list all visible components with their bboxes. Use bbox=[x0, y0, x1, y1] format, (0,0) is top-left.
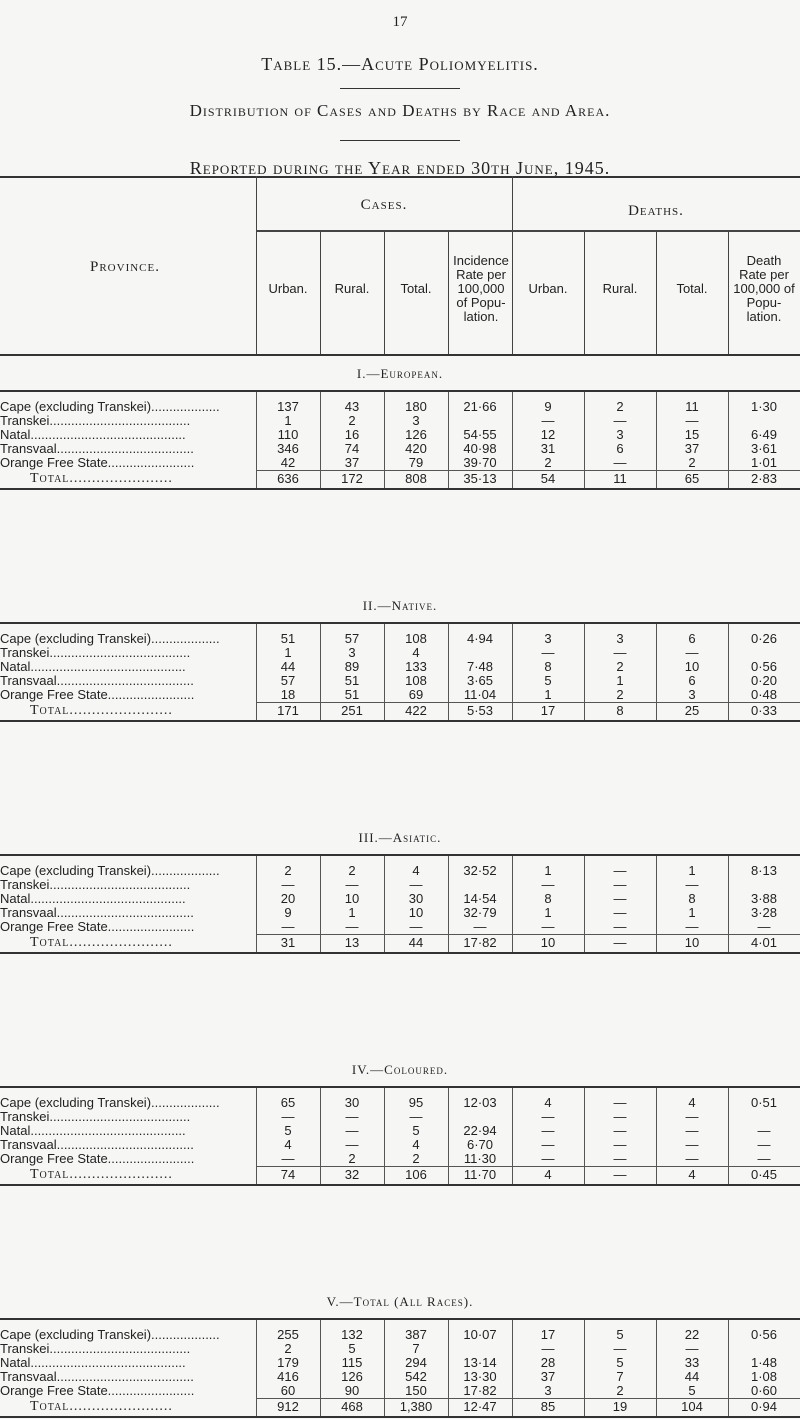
table-cell: — bbox=[541, 413, 555, 428]
total-cell: 74 bbox=[280, 1167, 296, 1182]
table-cell: 3·65 bbox=[466, 673, 494, 688]
table-cell: — bbox=[757, 1137, 771, 1152]
table-cell: 3·88 bbox=[750, 891, 778, 906]
table-cell: 40·98 bbox=[463, 441, 497, 456]
header-total: Total. bbox=[400, 281, 432, 296]
table-cell: 255 bbox=[277, 1327, 299, 1342]
section-title: V.—Total (All Races). bbox=[326, 1294, 474, 1309]
table-cell: 10 bbox=[684, 659, 700, 674]
header-deaths: Deaths. bbox=[628, 203, 684, 219]
table-cell: — bbox=[685, 645, 699, 660]
province-name: Orange Free State........................ bbox=[0, 688, 195, 702]
table-cell: 0·26 bbox=[750, 631, 778, 646]
total-cell: 17·82 bbox=[463, 935, 497, 950]
province-name: Transkei....................................... bbox=[0, 646, 191, 660]
total-cell: 12·47 bbox=[463, 1399, 497, 1414]
table-cell: 30 bbox=[344, 1095, 360, 1110]
province-name: Transkei....................................... bbox=[0, 878, 191, 892]
table-cell: 5 bbox=[616, 1355, 624, 1370]
table-cell: 133 bbox=[405, 659, 427, 674]
table-cell: — bbox=[473, 919, 487, 934]
table-cell: 6 bbox=[616, 441, 624, 456]
table-cell: 137 bbox=[277, 399, 299, 414]
table-cell: 5 bbox=[348, 1341, 356, 1356]
table-cell: — bbox=[541, 1123, 555, 1138]
table-cell: 2 bbox=[348, 1151, 356, 1166]
table-cell: 65 bbox=[280, 1095, 296, 1110]
table-cell: 60 bbox=[280, 1383, 296, 1398]
section-title: III.—Asiatic. bbox=[358, 830, 442, 845]
section-table bbox=[0, 622, 800, 722]
table-cell: 1 bbox=[544, 905, 552, 920]
table-cell: 90 bbox=[344, 1383, 360, 1398]
table-cell: 6·70 bbox=[466, 1137, 494, 1152]
table-cell: 0·51 bbox=[750, 1095, 778, 1110]
table-cell: 8 bbox=[544, 891, 552, 906]
table-cell: 42 bbox=[280, 455, 296, 470]
table-cell: 7·48 bbox=[466, 659, 494, 674]
table-cell: 20 bbox=[280, 891, 296, 906]
table-cell: 3 bbox=[412, 413, 420, 428]
table-cell: 37 bbox=[344, 455, 360, 470]
table-cell: — bbox=[613, 1109, 627, 1124]
header-deaths-rural: Rural. bbox=[602, 281, 638, 296]
total-cell: 10 bbox=[684, 935, 700, 950]
total-cell: 31 bbox=[280, 935, 296, 950]
table-cell: 108 bbox=[405, 673, 427, 688]
table-cell: 17 bbox=[540, 1327, 556, 1342]
table-cell: 12 bbox=[540, 427, 556, 442]
province-name: Transvaal...................................... bbox=[0, 906, 194, 920]
table-cell: — bbox=[685, 1341, 699, 1356]
total-cell: 4 bbox=[688, 1167, 696, 1182]
table-cell: — bbox=[685, 1151, 699, 1166]
table-cell: 108 bbox=[405, 631, 427, 646]
table-cell: 2 bbox=[348, 863, 356, 878]
table-cell: 3·28 bbox=[750, 905, 778, 920]
table-cell: 387 bbox=[405, 1327, 427, 1342]
table-cell: 28 bbox=[540, 1355, 556, 1370]
table-cell: — bbox=[613, 1123, 627, 1138]
table-cell: 4·94 bbox=[466, 631, 494, 646]
table-cell: 1·48 bbox=[750, 1355, 778, 1370]
table-cell: — bbox=[685, 413, 699, 428]
total-cell: 0·33 bbox=[750, 703, 778, 718]
total-cell: 11 bbox=[613, 471, 627, 486]
table-cell: — bbox=[613, 877, 627, 892]
table-cell: 2 bbox=[616, 1383, 624, 1398]
table-cell: 5 bbox=[544, 673, 552, 688]
table-cell: 150 bbox=[405, 1383, 427, 1398]
table-cell: — bbox=[757, 1123, 771, 1138]
table-cell: 110 bbox=[277, 427, 299, 442]
province-name: Orange Free State........................ bbox=[0, 1152, 195, 1166]
total-cell: 5·53 bbox=[466, 703, 494, 718]
table-cell: 2 bbox=[616, 659, 624, 674]
province-name: Cape (excluding Transkei)................... bbox=[0, 1096, 220, 1110]
header-rural: Rural. bbox=[334, 281, 370, 296]
table-cell: — bbox=[281, 877, 295, 892]
table-cell: — bbox=[613, 905, 627, 920]
table-cell: 2 bbox=[616, 399, 624, 414]
table-cell: — bbox=[345, 919, 359, 934]
table-cell: — bbox=[685, 1137, 699, 1152]
table-cell: — bbox=[613, 863, 627, 878]
total-cell: 25 bbox=[684, 703, 700, 718]
total-cell: 17 bbox=[540, 703, 556, 718]
province-name: Natal........................................... bbox=[0, 660, 186, 674]
table-cell: — bbox=[345, 1137, 359, 1152]
table-cell: — bbox=[345, 1123, 359, 1138]
total-cell: 65 bbox=[684, 471, 700, 486]
table-cell: — bbox=[613, 645, 627, 660]
table-cell: 32·79 bbox=[463, 905, 497, 920]
section-table bbox=[0, 854, 800, 954]
table-cell: 33 bbox=[684, 1355, 700, 1370]
section-table bbox=[0, 1086, 800, 1186]
table-cell: 10·07 bbox=[463, 1327, 497, 1342]
divider bbox=[340, 140, 460, 141]
table-cell: 5 bbox=[688, 1383, 696, 1398]
table-cell: 346 bbox=[277, 441, 299, 456]
table-cell: 8·13 bbox=[750, 863, 778, 878]
total-cell: 422 bbox=[405, 703, 427, 718]
subtitle: Distribution of Cases and Deaths by Race and Area. bbox=[189, 101, 611, 120]
table-cell: 126 bbox=[405, 427, 427, 442]
table-cell: 4 bbox=[412, 1137, 420, 1152]
table-cell: 3·61 bbox=[750, 441, 778, 456]
table-cell: 13·30 bbox=[463, 1369, 497, 1384]
table-cell: — bbox=[541, 1151, 555, 1166]
total-label: Total....................... bbox=[30, 471, 173, 486]
section-title: II.—Native. bbox=[362, 598, 438, 613]
table-cell: 4 bbox=[544, 1095, 552, 1110]
total-cell: 10 bbox=[540, 935, 556, 950]
table-cell: 37 bbox=[684, 441, 700, 456]
table-cell: 2 bbox=[284, 1341, 292, 1356]
province-name: Cape (excluding Transkei)................... bbox=[0, 1328, 220, 1342]
table-cell: 3 bbox=[544, 1383, 552, 1398]
total-cell: 0·94 bbox=[750, 1399, 778, 1414]
table-cell: 43 bbox=[344, 399, 360, 414]
table-cell: 9 bbox=[284, 905, 292, 920]
table-cell: 1 bbox=[348, 905, 356, 920]
total-label: Total....................... bbox=[30, 935, 173, 950]
table-cell: 7 bbox=[412, 1341, 420, 1356]
total-cell: 0·45 bbox=[750, 1167, 778, 1182]
table-cell: 1 bbox=[688, 905, 696, 920]
table-cell: 15 bbox=[684, 427, 700, 442]
table-cell: — bbox=[685, 1109, 699, 1124]
total-cell: 251 bbox=[341, 703, 363, 718]
table-cell: 37 bbox=[540, 1369, 556, 1384]
table-cell: 294 bbox=[405, 1355, 427, 1370]
table-cell: 18 bbox=[280, 687, 296, 702]
table-cell: — bbox=[281, 1109, 295, 1124]
table-cell: — bbox=[685, 877, 699, 892]
table-cell: 2 bbox=[616, 687, 624, 702]
table-cell: 8 bbox=[688, 891, 696, 906]
table-cell: — bbox=[541, 645, 555, 660]
total-cell: 4 bbox=[544, 1167, 552, 1182]
table-cell: 126 bbox=[341, 1369, 363, 1384]
total-cell: 636 bbox=[277, 471, 299, 486]
table-cell: — bbox=[613, 919, 627, 934]
table-cell: 7 bbox=[616, 1369, 624, 1384]
table-title: Table 15.—Acute Poliomyelitis. bbox=[261, 54, 539, 74]
header-urban: Urban. bbox=[268, 281, 308, 296]
table-cell: — bbox=[613, 455, 627, 470]
header-cases: Cases. bbox=[360, 197, 408, 213]
table-cell: 22·94 bbox=[463, 1123, 497, 1138]
table-cell: 51 bbox=[280, 631, 296, 646]
total-cell: — bbox=[613, 935, 627, 950]
table-cell: 69 bbox=[408, 687, 424, 702]
total-cell: 32 bbox=[344, 1167, 360, 1182]
table-cell: 11·04 bbox=[463, 687, 497, 702]
total-label: Total....................... bbox=[30, 703, 173, 718]
table-cell: 39·70 bbox=[463, 455, 497, 470]
table-cell: — bbox=[613, 891, 627, 906]
table-cell: — bbox=[613, 1137, 627, 1152]
table-cell: 0·56 bbox=[750, 659, 778, 674]
total-cell: 172 bbox=[341, 471, 363, 486]
table-cell: 0·60 bbox=[750, 1383, 778, 1398]
table-cell: 9 bbox=[544, 399, 552, 414]
table-cell: — bbox=[409, 919, 423, 934]
table-cell: — bbox=[541, 919, 555, 934]
table-cell: 6 bbox=[688, 631, 696, 646]
table-cell: 8 bbox=[544, 659, 552, 674]
table-cell: 89 bbox=[344, 659, 360, 674]
total-cell: 1,380 bbox=[399, 1399, 433, 1414]
table-cell: 1 bbox=[284, 645, 292, 660]
total-cell: 104 bbox=[681, 1399, 703, 1414]
total-label: Total....................... bbox=[30, 1399, 173, 1414]
total-cell: 8 bbox=[616, 703, 624, 718]
table-cell: 0·20 bbox=[750, 673, 778, 688]
table-cell: 4 bbox=[412, 863, 420, 878]
table-cell: 57 bbox=[344, 631, 360, 646]
table-cell: 44 bbox=[280, 659, 296, 674]
table-cell: — bbox=[757, 1151, 771, 1166]
province-name: Transkei....................................... bbox=[0, 1110, 191, 1124]
table-cell: 0·56 bbox=[750, 1327, 778, 1342]
table-cell: 74 bbox=[344, 441, 360, 456]
total-cell: 85 bbox=[540, 1399, 556, 1414]
province-name: Orange Free State........................ bbox=[0, 456, 195, 470]
table-cell: 51 bbox=[344, 673, 360, 688]
table-cell: — bbox=[541, 877, 555, 892]
table-cell: 51 bbox=[344, 687, 360, 702]
table-cell: — bbox=[613, 1095, 627, 1110]
table-cell: 10 bbox=[344, 891, 360, 906]
total-cell: 19 bbox=[612, 1399, 628, 1414]
province-name: Transkei....................................... bbox=[0, 1342, 191, 1356]
section-title: IV.—Coloured. bbox=[351, 1062, 449, 1077]
table-cell: 6 bbox=[688, 673, 696, 688]
table-cell: — bbox=[281, 919, 295, 934]
table-cell: 2 bbox=[688, 455, 696, 470]
table-cell: 12·03 bbox=[463, 1095, 497, 1110]
section-table bbox=[0, 1318, 800, 1418]
total-cell: 808 bbox=[405, 471, 427, 486]
table-cell: 1 bbox=[544, 863, 552, 878]
table-cell: — bbox=[345, 1109, 359, 1124]
table-cell: 5 bbox=[412, 1123, 420, 1138]
table-cell: 1·08 bbox=[750, 1369, 778, 1384]
table-cell: 57 bbox=[280, 673, 296, 688]
table-cell: 0·48 bbox=[750, 687, 778, 702]
table-cell: 44 bbox=[684, 1369, 700, 1384]
table-cell: 95 bbox=[408, 1095, 424, 1110]
table-cell: 16 bbox=[344, 427, 360, 442]
table-cell: 17·82 bbox=[463, 1383, 497, 1398]
province-name: Natal........................................... bbox=[0, 892, 186, 906]
total-cell: — bbox=[613, 1167, 627, 1182]
section-table bbox=[0, 390, 800, 490]
table-cell: — bbox=[345, 877, 359, 892]
table-cell: — bbox=[409, 877, 423, 892]
table-cell: 3 bbox=[348, 645, 356, 660]
province-name: Orange Free State........................ bbox=[0, 920, 195, 934]
divider bbox=[340, 88, 460, 89]
table-cell: 10 bbox=[408, 905, 424, 920]
table-cell: 2 bbox=[284, 863, 292, 878]
province-name: Transvaal...................................... bbox=[0, 674, 194, 688]
table-cell: — bbox=[757, 919, 771, 934]
table-cell: 14·54 bbox=[463, 891, 497, 906]
table-cell: 1 bbox=[688, 863, 696, 878]
table-cell: 115 bbox=[341, 1355, 363, 1370]
province-name: Orange Free State........................ bbox=[0, 1384, 195, 1398]
province-name: Natal........................................... bbox=[0, 1124, 186, 1138]
table-cell: 3 bbox=[544, 631, 552, 646]
table-cell: — bbox=[685, 919, 699, 934]
header-deaths-total: Total. bbox=[676, 281, 708, 296]
province-name: Transvaal...................................... bbox=[0, 1138, 194, 1152]
province-name: Cape (excluding Transkei)................... bbox=[0, 632, 220, 646]
table-cell: 1 bbox=[284, 413, 292, 428]
total-cell: 2·83 bbox=[750, 471, 778, 486]
table-cell: 1 bbox=[616, 673, 624, 688]
province-name: Cape (excluding Transkei)................... bbox=[0, 864, 220, 878]
table-cell: 2 bbox=[348, 413, 356, 428]
total-label: Total....................... bbox=[30, 1167, 173, 1182]
province-name: Cape (excluding Transkei)................... bbox=[0, 400, 220, 414]
section-title: I.—European. bbox=[356, 366, 444, 381]
table-cell: 1 bbox=[544, 687, 552, 702]
page-number: 17 bbox=[392, 14, 408, 30]
table-cell: 416 bbox=[277, 1369, 299, 1384]
table-cell: — bbox=[541, 1341, 555, 1356]
table-cell: 179 bbox=[277, 1355, 299, 1370]
header-incidence-rate: Incidence Rate per 100,000 of Popu- lation. bbox=[453, 253, 509, 324]
header-death-rate: Death Rate per 100,000 of Popu- lation. bbox=[733, 253, 795, 324]
table-cell: 3 bbox=[616, 631, 624, 646]
table-cell: 4 bbox=[284, 1137, 292, 1152]
total-cell: 4·01 bbox=[750, 935, 778, 950]
table-cell: — bbox=[613, 1341, 627, 1356]
total-cell: 468 bbox=[341, 1399, 363, 1414]
table-cell: 11 bbox=[685, 399, 699, 414]
total-cell: 11·70 bbox=[463, 1167, 497, 1182]
table-cell: — bbox=[281, 1151, 295, 1166]
table-cell: 1·01 bbox=[750, 455, 778, 470]
province-name: Natal........................................... bbox=[0, 1356, 186, 1370]
total-cell: 44 bbox=[408, 935, 424, 950]
table-cell: 30 bbox=[408, 891, 424, 906]
table-cell: 542 bbox=[405, 1369, 427, 1384]
table-cell: 2 bbox=[412, 1151, 420, 1166]
table-cell: 22 bbox=[684, 1327, 700, 1342]
header-deaths-urban: Urban. bbox=[528, 281, 568, 296]
table-cell: 54·55 bbox=[463, 427, 497, 442]
table-cell: — bbox=[613, 1151, 627, 1166]
province-name: Transkei....................................... bbox=[0, 414, 191, 428]
table-cell: 5 bbox=[284, 1123, 292, 1138]
table-cell: 5 bbox=[616, 1327, 624, 1342]
province-name: Natal........................................... bbox=[0, 428, 186, 442]
total-cell: 13 bbox=[344, 935, 360, 950]
table-cell: 180 bbox=[405, 399, 427, 414]
table-cell: 132 bbox=[341, 1327, 363, 1342]
table-cell: — bbox=[409, 1109, 423, 1124]
table-cell: 4 bbox=[688, 1095, 696, 1110]
table-cell: 2 bbox=[544, 455, 552, 470]
total-cell: 35·13 bbox=[463, 471, 497, 486]
table-cell: 3 bbox=[688, 687, 696, 702]
province-name: Transvaal...................................... bbox=[0, 1370, 194, 1384]
table-cell: — bbox=[541, 1137, 555, 1152]
table-cell: 31 bbox=[540, 441, 556, 456]
table-cell: 4 bbox=[412, 645, 420, 660]
table-cell: 79 bbox=[408, 455, 424, 470]
table-cell: — bbox=[613, 413, 627, 428]
table-header bbox=[0, 176, 800, 354]
total-cell: 54 bbox=[540, 471, 556, 486]
table-cell: 11·30 bbox=[463, 1151, 497, 1166]
table-cell: 13·14 bbox=[463, 1355, 497, 1370]
total-cell: 106 bbox=[405, 1167, 427, 1182]
table-cell: 6·49 bbox=[750, 427, 778, 442]
table-cell: 3 bbox=[616, 427, 624, 442]
table-cell: — bbox=[685, 1123, 699, 1138]
table-cell: 420 bbox=[405, 441, 427, 456]
province-name: Transvaal...................................... bbox=[0, 442, 194, 456]
table-cell: 32·52 bbox=[463, 863, 497, 878]
table-cell: 21·66 bbox=[463, 399, 497, 414]
table-cell: 1·30 bbox=[750, 399, 778, 414]
total-cell: 912 bbox=[277, 1399, 299, 1414]
period-title: Reported during the Year ended 30th June, 1945. bbox=[189, 158, 611, 178]
table-cell: — bbox=[541, 1109, 555, 1124]
header-province: Province. bbox=[90, 259, 160, 275]
total-cell: 171 bbox=[277, 703, 299, 718]
